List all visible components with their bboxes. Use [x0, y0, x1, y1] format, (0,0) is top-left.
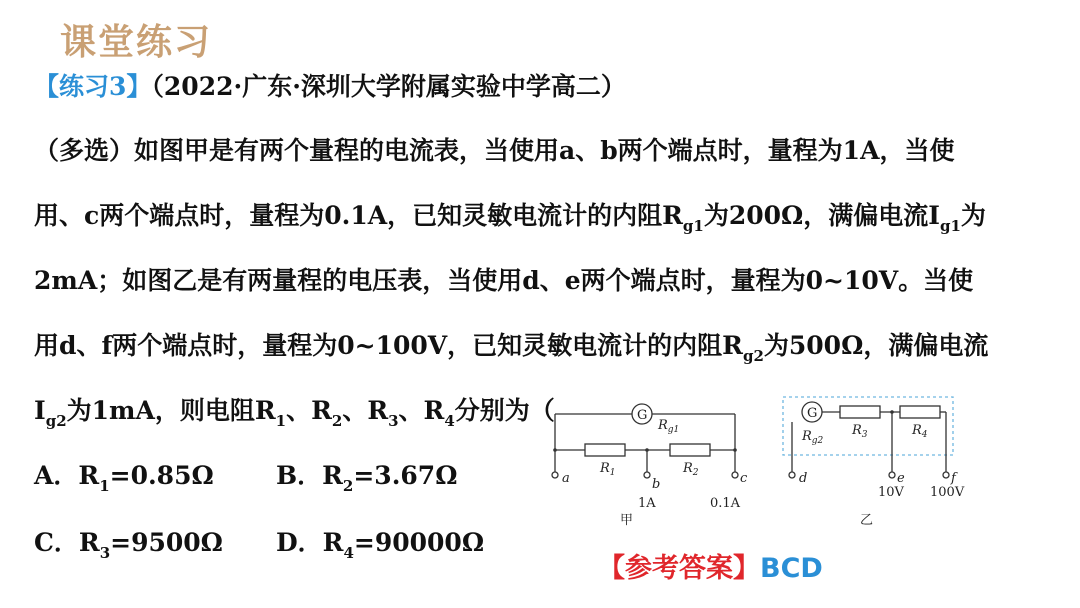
range-0-1a: 0.1A: [710, 496, 741, 511]
terminal-d: [789, 472, 795, 478]
question-line-4: 2mA；如图乙是有两量程的电压表，当使用d、e两个端点时，量程为0~10V。当使: [34, 266, 974, 295]
terminal-e: [889, 472, 895, 478]
question-line-5: 用d、f两个端点时，量程为0~100V，已知灵敏电流计的内阻$R_{g2}$为500Ω，满偏电流: [34, 331, 989, 365]
caption-yi: 乙: [860, 513, 874, 528]
terminal-f-label: f: [951, 471, 956, 486]
terminal-a: [552, 472, 558, 478]
resistor-r4: [900, 406, 940, 418]
resistor-r1: [585, 444, 625, 456]
caption-jia: 甲: [620, 513, 634, 528]
terminal-b-label: b: [652, 477, 661, 492]
r4-label: $R_4$: [912, 423, 928, 440]
answer-label: 【参考答案】: [598, 553, 760, 584]
exercise-tag: 【练习3】: [34, 72, 152, 101]
resistor-r2: [670, 444, 710, 456]
terminal-f: [943, 472, 949, 478]
terminal-a-label: a: [562, 471, 570, 486]
range-1a: 1A: [638, 496, 656, 511]
question-line-6: $I_{g2}$为1mA，则电阻$R_1$、$R_2$、$R_3$、$R_4$分别为（: [34, 396, 555, 430]
g1-label: G: [637, 408, 648, 423]
option-c[interactable]: C．$R_3=9500\Omega$: [34, 528, 223, 562]
r1-label: $R_1$: [600, 461, 616, 478]
resistor-r3: [840, 406, 880, 418]
answer-value: BCD: [760, 553, 823, 584]
question-header: [34, 74, 626, 99]
option-b[interactable]: B．$R_2=3.67\Omega$: [276, 461, 458, 495]
page-title: 课堂练习: [60, 22, 213, 63]
circuit-diagrams: [540, 392, 990, 532]
g2-label: G: [807, 406, 818, 421]
terminal-c-label: c: [740, 471, 748, 486]
r3-label: $R_3$: [852, 423, 868, 440]
terminal-d-label: d: [799, 471, 808, 486]
range-100v: 100V: [930, 485, 965, 500]
rg1-label: $R_{g1}$: [658, 418, 680, 435]
option-d[interactable]: D．$R_4=90000\Omega$: [276, 528, 485, 562]
option-a[interactable]: A．$R_1=0.85\Omega$: [34, 461, 214, 495]
question-source: （2022·广东·深圳大学附属实验中学高二）: [151, 72, 626, 101]
question-line-2: （多选）如图甲是有两个量程的电流表，当使用a、b两个端点时，量程为1A，当使: [34, 136, 955, 165]
rg2-label: $R_{g2}$: [802, 429, 824, 446]
terminal-b: [644, 472, 650, 478]
reference-answer: [598, 546, 823, 585]
range-10v: 10V: [878, 485, 904, 500]
r2-label: $R_2$: [683, 461, 699, 478]
terminal-c: [732, 472, 738, 478]
terminal-e-label: e: [897, 471, 905, 486]
question-line-3: 用、c两个端点时，量程为0.1A，已知灵敏电流计的内阻$R_{g1}$为200Ω，满偏电流$I_{g1}$为: [34, 201, 986, 235]
